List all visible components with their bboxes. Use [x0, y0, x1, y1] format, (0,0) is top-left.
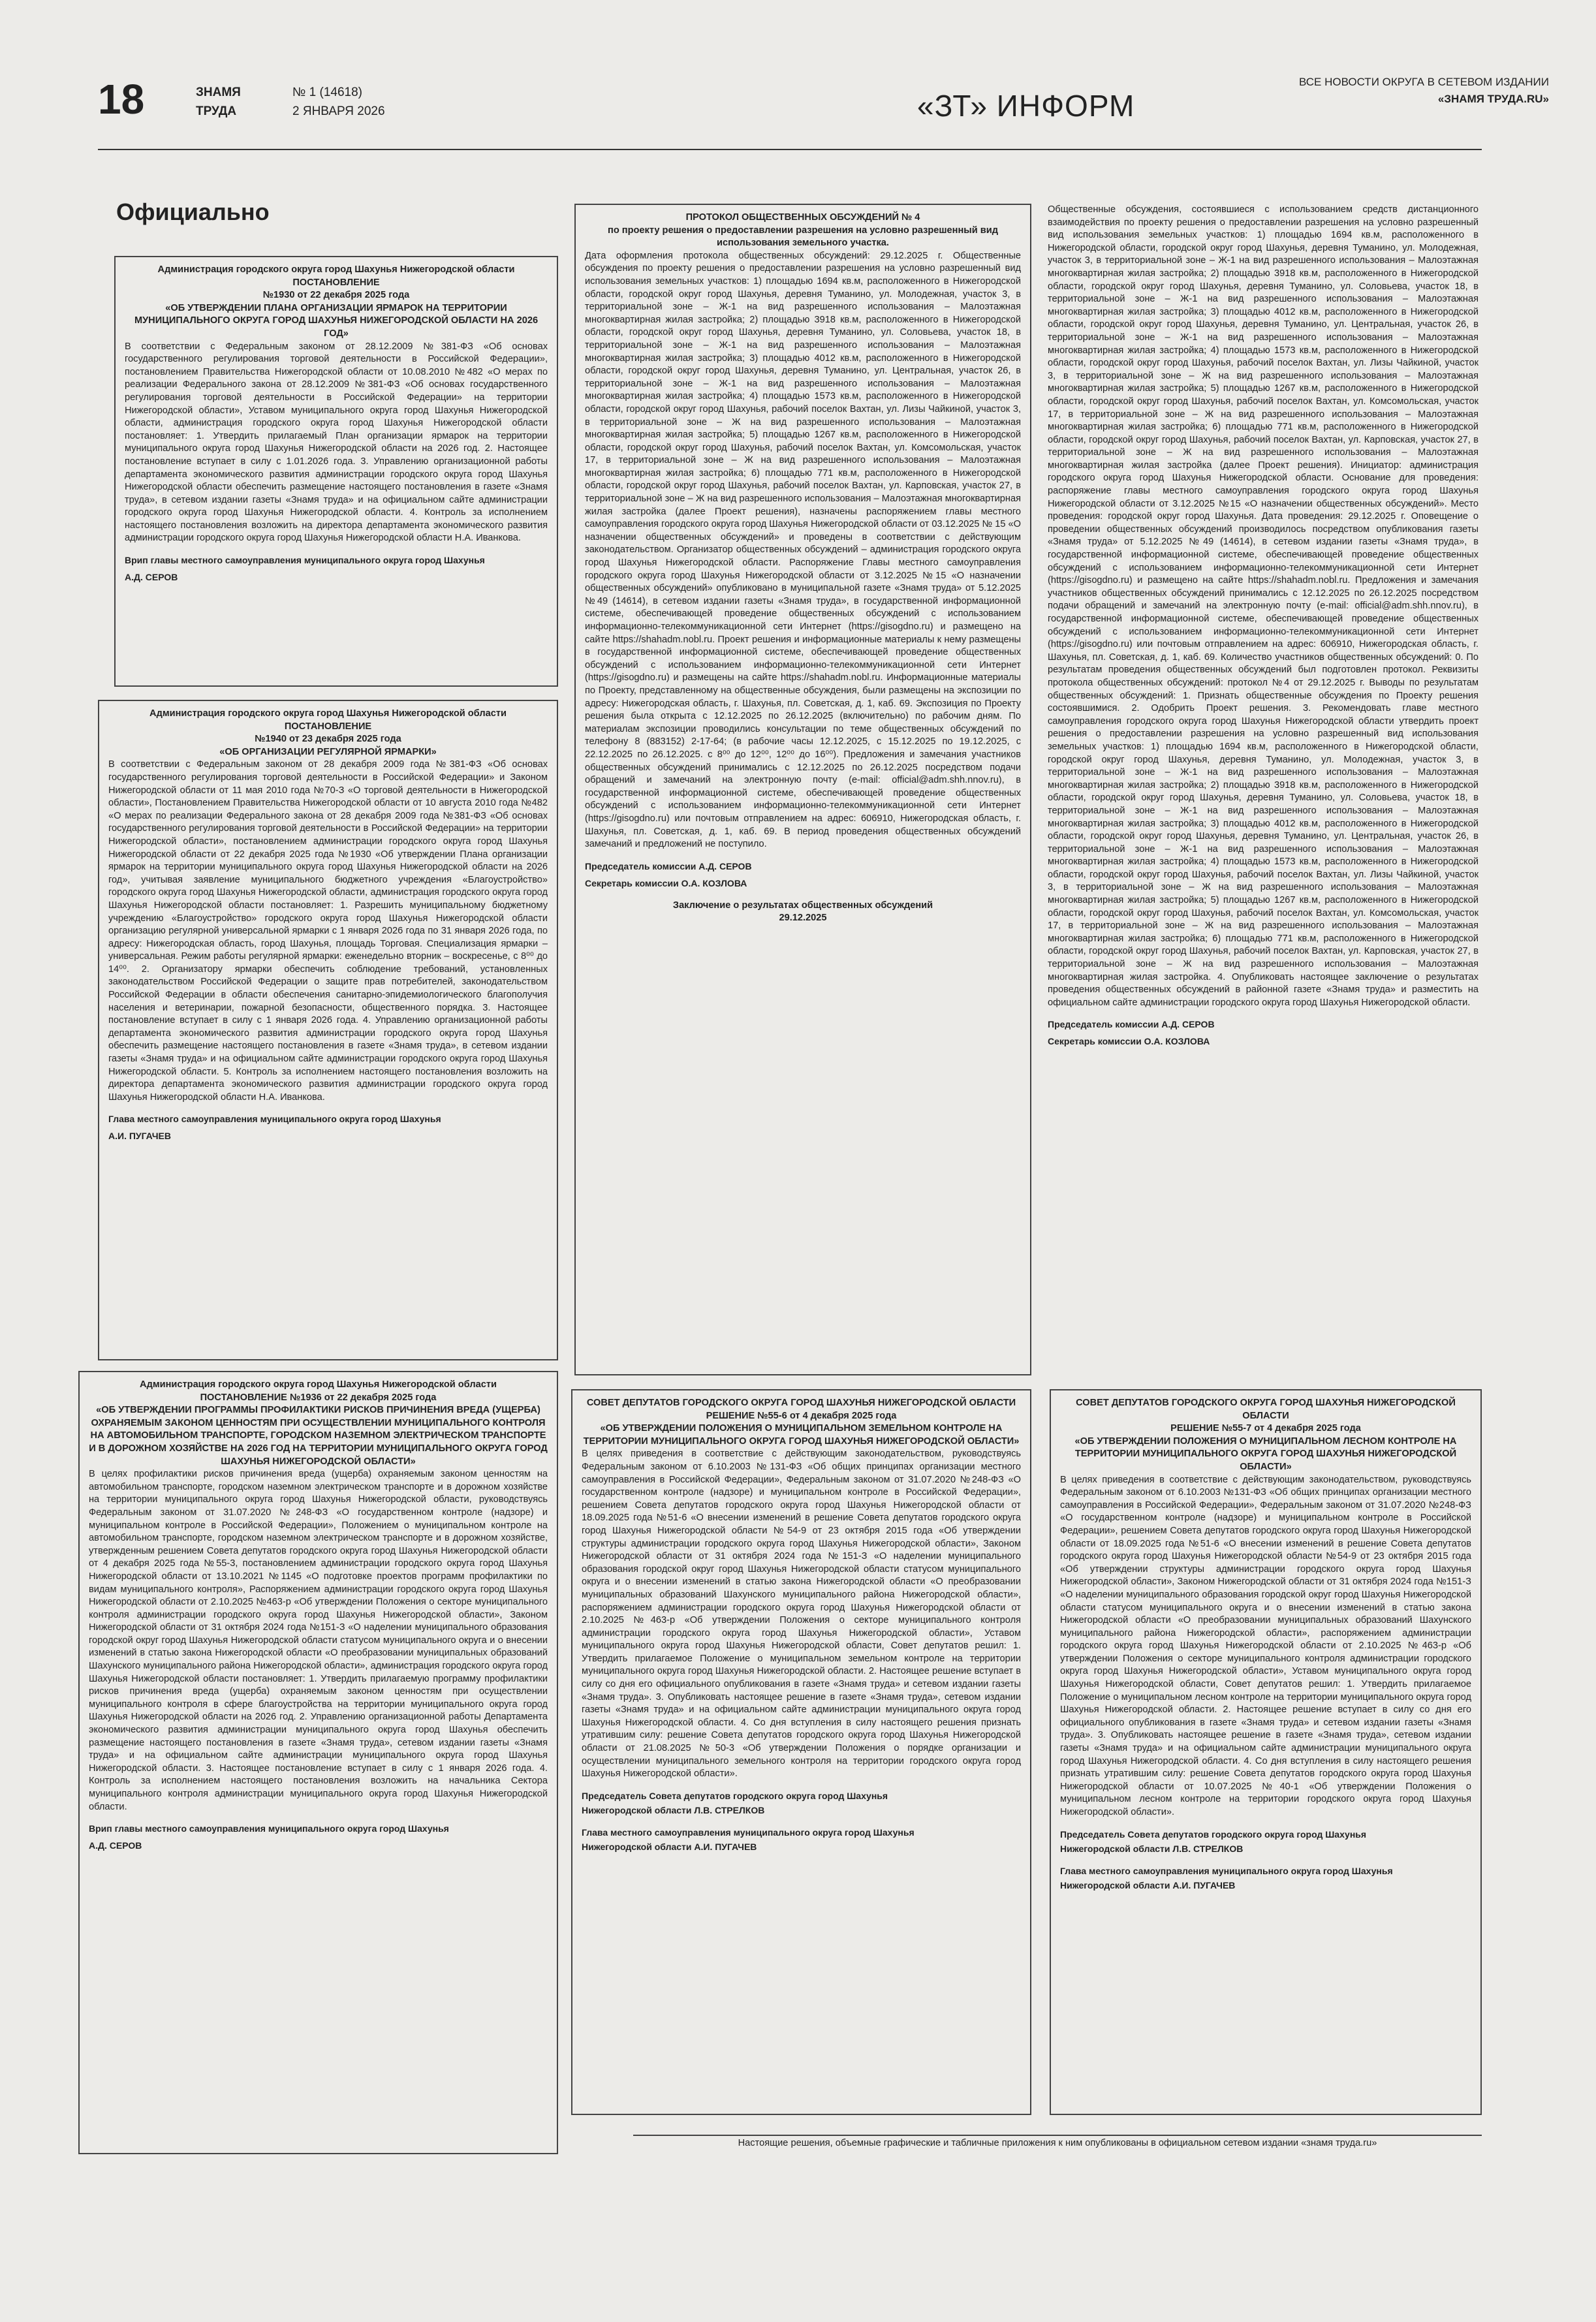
- signature-title: Председатель Совета депутатов городского округа город Шахунья: [582, 1790, 888, 1801]
- body-text: Общественные обсуждения, состоявшиеся с использованием средств дистанционного взаимодействия по проекту решения о предоставлении разрешения на условно разрешенный вид использования земельных участков: 1) площадью 1694 кв.м, расположенного в Нижегородской области, городской округ город Шахунья, деревня Туманино, ул. Молодежная, участок 3, в территориальной зоне – Ж-1 на вид разрешенного использования – Малоэтажная многоквартирная жилая застройка; 2) площадью 3918 кв.м, расположенного в Нижегородской области, городской округ город Шахунья, деревня Туманино, ул. Соловьева, участок 18, в территориальной зоне – Ж-1 на вид разрешенного использования – Малоэтажная многоквартирная жилая застройка; 3) площадью 4012 кв.м, расположенного в Нижегородской области, городской округ город Шахунья, деревня Туманино, ул. Центральная, участок 26, в территориальной зоне – Ж-1 на вид разрешенного использования – Малоэтажная многоквартирная жилая застройка; 4) площадью 1573 кв.м, расположенного в Нижегородской области, городской округ город Шахунья, рабочий поселок Вахтан, ул. Лизы Чайкиной, участок 3, в территориальной зоне – Ж на вид разрешенного использования – Малоэтажная многоквартирная жилая застройка; 5) площадью 1267 кв.м, расположенного в Нижегородской области, городской округ город Шахунья, рабочий поселок Вахтан, ул. Комсомольская, участок 17, в территориальной зоне – Ж на вид разрешенного использования – Малоэтажная многоквартирная жилая застройка; 6) площадью 771 кв.м, расположенного в Нижегородской области, городской округ город Шахунья, рабочий поселок Вахтан, ул. Карповская, участок 27, в территориальной зоне – Ж на вид разрешенного использования – Малоэтажная многоквартирная жилая застройка (далее Проект решения). Инициатор: администрация городского округа город Шахунья Нижегородской области. Основание для проведения: распоряжение главы местного самоуправления городского округа город Шахунья Нижегородской области от 3.12.2025 №15 «О назначении общественных обсуждений». Место проведения: городской округ город Шахунья. Дата проведения: 29.12.2025 г. Оповещение о проведении общественных обсуждений производилось посредством опубликования газеты «Знамя труда» от 5.12.2025 №49 (14614), в сетевом издании газеты «Знамя труда», в государственной информационной системе, обеспечивающей проведение общественных обсуждений с использованием информационно-телекоммуникационной сети Интернет (https://gisogdno.ru) и размещено на сайте https://shahadm.nobl.ru. Предложения и замечания участников общественных обсуждений принимались с 12.12.2025 по 26.12.2025 посредством подачи обращений и замечаний на электронную почту (e-mail: official@adm.shh.nnov.ru), в государственной информационной системе, обеспечивающей проведение общественных обсуждений с использованием информационно-телекоммуникационной сети Интернет (https://gisogdno.ru) или почтовым отправлением на адрес: 606910, Нижегородская область, г. Шахунья, пл. Советская, д. 1, каб. 69. Количество участников общественных обсуждений: 0. По результатам проведения общественных обсуждений был подготовлен протокол. Реквизиты протокола общественных обсуждений: протокол №4 от 29.12.2025 г. Выводы по результатам общественных обсуждений: 1. Признать общественные обсуждения по Проекту решения состоявшимися. 2. Одобрить Проект решения. 3. Рекомендовать главе местного самоуправления городского округа город Шахунья Нижегородской области утвердить проект решения о предоставлении разрешения на условно разрешенный вид использования земельных участков: 1) площадью 1694 кв.м, расположенного в Нижегородской области, городской округ город Шахунья, деревня Туманино, ул. Молодежная, участок 3, в территориальной зоне – Ж-1 на вид разрешенного использования – Малоэтажная многоквартирная жилая застройка; 2) площадью 3918 кв.м, расположенного в Нижегородской области, городской округ город Шахунья, деревня Туманино, ул. Соловьева, участок 18, в территориальной зоне – Ж-1 на вид разрешенного использования – Малоэтажная многоквартирная жилая застройка; 3) площадью 4012 кв.м, расположенного в Нижегородской области, городской округ город Шахунья, деревня Туманино, ул. Центральная, участок 26, в территориальной зоне – Ж-1 на вид разрешенного использования – Малоэтажная многоквартирная жилая застройка; 4) площадью 1573 кв.м, расположенного в Нижегородской области, городской округ город Шахунья, рабочий поселок Вахтан, ул. Лизы Чайкиной, участок 3, в территориальной зоне – Ж на вид разрешенного использования – Малоэтажная многоквартирная жилая застройка; 5) площадью 1267 кв.м, расположенного в Нижегородской области, городской округ город Шахунья, рабочий поселок Вахтан, ул. Комсомольская, участок 17, в территориальной зоне – Ж на вид разрешенного использования – Малоэтажная многоквартирная жилая застройка; 6) площадью 771 кв.м, расположенного в Нижегородской области, городской округ город Шахунья, рабочий поселок Вахтан, ул. Карповская, участок 27, в территориальной зоне – Ж на вид разрешенного использования – Малоэтажная многоквартирная жилая застройка. 4. Опубликовать настоящее заключение о результатах проведения общественных обсуждений в районной газете «Знамя труда» и разместить на официальном сайте администрации городского округа город Шахунья Нижегородской области.: [1048, 204, 1479, 1008]
- signature-title: Председатель Совета депутатов городского округа город Шахунья: [1060, 1828, 1367, 1840]
- secretary-signature: Секретарь комиссии О.А. КОЗЛОВА: [1048, 1036, 1210, 1047]
- page-header: [98, 75, 1549, 137]
- body-text: В соответствии с Федеральным законом от 28.12.2009 №381-ФЗ «Об основах государственного регулирования торговой деятельности в Российской Федерации», постановлением Правительства Нижегородской области от 10.08.2010 №482 «О мерах по реализации Федерального закона от 28.12.2009 №381-ФЗ «Об основах государственного регулирования торговой деятельности в Российской Федерации» на территории Нижегородской области», Уставом муниципального округа город Шахунья Нижегородской области, администрация городского округа город Шахунья Нижегородской области постановляет: 1. Утвердить прилагаемый План организации ярмарок на территории муниципального округа город Шахунья Нижегородской области на 2026 год. 2. Настоящее постановление вступает в силу с 1.01.2026 года. 3. Управлению организационной работы департамента экономического развития администрации городского округа город Шахунья Нижегородской области обеспечить размещение настоящего постановления в газете «Знамя труда», в сетевом издании газеты «Знамя труда» и на официальном сайте администрации городского округа город Шахунья Нижегородской области. 4. Контроль за исполнением настоящего постановления возложить на директора департамента экономического развития администрации городского округа город Шахунья Нижегородской области Н.А. Иванкова.: [125, 341, 548, 544]
- chair-signature: Председатель комиссии А.Д. СЕРОВ: [1048, 1019, 1215, 1030]
- body-text: В соответствии с Федеральным законом от 28 декабря 2009 года №381-ФЗ «Об основах государственного регулирования торговой деятельности в Российской Федерации» и Законом Нижегородской области от 11 мая 2010 года №70-З «О торговой деятельности в Нижегородской области», Постановлением Правительства Нижегородской области от 10 августа 2010 года №482 «О мерах по реализации Федерального закона от 28 декабря 2009 года №381-ФЗ «Об основах государственного регулирования торговой деятельности в Российской Федерации» на территории Нижегородской области», постановлением администрации городского округа город Шахунья Нижегородской области от 22 декабря 2025 года №1930 «Об утверждении Плана организации ярмарок на территории муниципального округа город Шахунья Нижегородской области на 2026 год», учитывая заявление муниципального бюджетного учреждения «Благоустройство» городского округа город Шахунья Нижегородской области, администрация городского округа город Шахунья Нижегородской области постановляет: 1. Разрешить муниципальному бюджетному учреждению «Благоустройство» городского округа город Шахунья Нижегородской области организацию регулярной универсальной ярмарки с 1 января 2026 года по 31 января 2026 года, по адресу: Нижегородская область, город Шахунья, площадь Торговая. Специализация ярмарки – универсальная. Режим работы регулярной ярмарки: еженедельно вторник – воскресенье, с 8⁰⁰ до 14⁰⁰. 2. Организатору ярмарки обеспечить соблюдение требований, установленных законодательством Российской Федерации о защите прав потребителей, законодательством Российской Федерации в области обеспечения санитарно-эпидемиологического благополучия населения и ветеринарии, пожарной безопасности, общественного порядка. 3. Настоящее постановление вступает в силу с 1 января 2026 года. 4. Управлению организационной работы департамента экономического развития администрации городского округа город Шахунья обеспечить размещение настоящего постановления в газете «Знамя труда», в сетевом издании газеты «Знамя труда» и на официальном сайте администрации городского округа город Шахунья Нижегородской области. 5. Контроль за исполнением настоящего постановления возложить на директора департамента экономического развития администрации городского округа город Шахунья Нижегородской области Н.А. Иванкова.: [108, 759, 548, 1103]
- resolution-1930: Администрация городского округа город Шахунья Нижегородской области ПОСТАНОВЛЕНИЕ №1930 от 22 декабря 2025 года «ОБ УТВЕРЖДЕНИИ ПЛАНА ОРГАНИЗАЦИИ ЯРМАРОК НА ТЕРРИТОРИИ МУНИЦИПАЛЬНОГО ОКРУГА ГОРОД ШАХУНЬЯ НИЖЕГОРОДСКОЙ ОБЛАСТИ НА 2026 ГОД» В соответствии с Федеральным законом от 28.12.2009 №381-ФЗ «Об основах государственного регулирования торговой деятельности в Российской Федерации», постановлением Правительства Нижегородской области от 10.08.2010 №482 «О мерах по реализации Федерального закона от 28.12.2009 №381-ФЗ «Об основах государственного регулирования торговой деятельности в Российской Федерации» на территории Нижегородской области», Уставом муниципального округа город Шахунья Нижегородской области, администрация городского округа город Шахунья Нижегородской области постановляет: 1. Утвердить прилагаемый План организации ярмарок на территории муниципального округа город Шахунья Нижегородской области на 2026 год. 2. Настоящее постановление вступает в силу с 1.01.2026 года. 3. Управлению организационной работы департамента экономического развития администрации городского округа город Шахунья Нижегородской области обеспечить размещение настоящего постановления в газете «Знамя труда», в сетевом издании газеты «Знамя труда» и на официальном сайте администрации городского округа город Шахунья Нижегородской области. 4. Контроль за исполнением настоящего постановления возложить на директора департамента экономического развития администрации городского округа город Шахунья Нижегородской области Н.А. Иванкова. Врип главы местного самоуправления муниципального округа город Шахунья А.Д. СЕРОВ: [114, 256, 558, 687]
- signature-title: Врип главы местного самоуправления муниципального округа город Шахунья: [89, 1823, 449, 1834]
- header-rule: [98, 149, 1482, 150]
- decision-55-6: СОВЕТ ДЕПУТАТОВ ГОРОДСКОГО ОКРУГА ГОРОД ШАХУНЬЯ НИЖЕГОРОДСКОЙ ОБЛАСТИ РЕШЕНИЕ №55-6 от 4 декабря 2025 года «ОБ УТВЕРЖДЕНИИ ПОЛОЖЕНИЯ О МУНИЦИПАЛЬНОМ ЗЕМЕЛЬНОМ КОНТРОЛЕ НА ТЕРРИТОРИИ МУНИЦИПАЛЬНОГО ОКРУГА ГОРОД ШАХУНЬЯ НИЖЕГОРОДСКОЙ ОБЛАСТИ» В целях приведения в соответствие с действующим законодательством, руководствуясь Федеральным законом от 6.10.2003 №131-ФЗ «Об общих принципах организации местного самоуправления в Российской Федерации», Федеральным законом от 31.07.2020 №248-ФЗ «О государственном контроле (надзоре) и муниципальном контроле в Российской Федерации», решением Совета депутатов городского округа город Шахунья Нижегородской области от 18.09.2025 года №51-6 «О внесении изменений в решение Совета депутатов городского округа город Шахунья Нижегородской области №54-9 от 23 октября 2015 года «Об утверждении структуры администрации городского округа город Шахунья Нижегородской области», Законом Нижегородской области от 31 октября 2024 года №151-З «О наделении муниципального образования городской округ город Шахунья Нижегородской области статусом муниципального округа и о внесении изменений в статью закона Нижегородской области «О преобразовании муниципальных образований Шахунского муниципального района Нижегородской области», распоряжением администрации городского округа город Шахунья Нижегородской области от 2.10.2025 №463-р «Об утверждении Положения о секторе муниципального контроля администрации городского округа город Шахунья Нижегородской области», Уставом муниципального округа город Шахунья Нижегородской области, Совет депутатов решил: 1. Утвердить прилагаемое Положение о муниципальном земельном контроле на территории муниципального округа город Шахунья Нижегородской области. 2. Настоящее решение вступает в силу со дня его официального опубликования в газете «Знамя труда» и сетевом издании газеты «Знамя труда». 3. Опубликовать настоящее решение в газете «Знамя труда», сетевом издании газеты «Знамя труда» и на официальном сайте администрации муниципального округа город Шахунья Нижегородской области. 4. Со дня вступления в силу настоящего решения признать утратившим силу: решение Совета депутатов городского округа город Шахунья Нижегородской области от 21.08.2025 №50-3 «Об утверждении Положения о порядке организации и осуществлении муниципального земельного контроля на территории городского округа город Шахунья Нижегородской области». Председатель Совета депутатов городского округа город Шахунья Нижегородской области Л.В. СТРЕЛКОВ Глава местного самоуправления муниципального округа город Шахунья Нижегородской области А.И. ПУГАЧЕВ: [571, 1389, 1031, 2115]
- signature-title: Глава местного самоуправления муниципального округа город Шахунья: [1060, 1865, 1393, 1876]
- issue-info: № 1 (14618) 2 ЯНВАРЯ 2026: [292, 86, 385, 118]
- paper-name: ЗНАМЯ ТРУДА: [196, 86, 241, 118]
- protocol-public-hearings: ПРОТОКОЛ ОБЩЕСТВЕННЫХ ОБСУЖДЕНИЙ № 4 по проекту решения о предоставлении разрешения на условно разрешенный вид использования земельного участка. Дата оформления протокола общественных обсуждений: 29.12.2025 г. Общественные обсуждения по проекту решения о предоставлении разрешения на условно разрешенный вид использования земельных участков: 1) площадью 1694 кв.м, расположенного в Нижегородской области, городской округ город Шахунья, деревня Туманино, ул. Молодежная, участок 3, в территориальной зоне – Ж-1 на вид разрешенного использования – Малоэтажная многоквартирная жилая застройка; 2) площадью 3918 кв.м, расположенного в Нижегородской области, городской округ город Шахунья, деревня Туманино, ул. Соловьева, участок 18, в территориальной зоне – Ж-1 на вид разрешенного использования – Малоэтажная многоквартирная жилая застройка; 3) площадью 4012 кв.м, расположенного в Нижегородской области, городской округ город Шахунья, деревня Туманино, ул. Центральная, участок 26, в территориальной зоне – Ж-1 на вид разрешенного использования – Малоэтажная многоквартирная жилая застройка; 4) площадью 1573 кв.м, расположенного в Нижегородской области, городской округ город Шахунья, рабочий поселок Вахтан, ул. Лизы Чайкиной, участок 3, в территориальной зоне – Ж на вид разрешенного использования – Малоэтажная многоквартирная жилая застройка; 5) площадью 1267 кв.м, расположенного в Нижегородской области, городской округ город Шахунья, рабочий поселок Вахтан, ул. Комсомольская, участок 17, в территориальной зоне – Ж на вид разрешенного использования – Малоэтажная многоквартирная жилая застройка; 6) площадью 771 кв.м, расположенного в Нижегородской области, городской округ город Шахунья, рабочий поселок Вахтан, ул. Карповская, участок 27, в территориальной зоне – Ж на вид разрешенного использования – Малоэтажная многоквартирная жилая застройка (далее Проект решения), назначены распоряжением главы местного самоуправления городского округа город Шахунья Нижегородской области от 03.12.2025 № 15 «О назначении общественных обсуждений» и проведены в соответствии с действующим законодательством. Организатор общественных обсуждений – администрация городского округа город Шахунья Нижегородской области. Распоряжение Главы местного самоуправления городского округа город Шахунья Нижегородской области от 3.12.2025 №15 «О назначении общественных обсуждений» опубликовано в муниципальной газете «Знамя труда» от 5.12.2025 №49 (14614), в сетевом издании газеты «Знамя труда», в государственной информационной системе, обеспечивающей проведение общественных обсуждений с использованием информационно-телекоммуникационной сети Интернет (https://gisogdno.ru) и размещено на сайте https://shahadm.nobl.ru. Проект решения и информационные материалы к нему размещены в государственной информационной системе, обеспечивающей проведение общественных обсуждений с использованием информационно-телекоммуникационной сети Интернет (https://gisogdno.ru) и размещены на сайте https://shahadm.nobl.ru. Информационные материалы по Проекту, представленному на общественные обсуждения, были размещены на экспозиции по адресу: Нижегородская область, г. Шахунья, пл. Советская, д. 1, каб. 69. Экспозиция по Проекту решения была открыта с 12.12.2025 по 26.12.2025 (включительно) по рабочим дням. По материалам экспозиции проводились консультации по теме общественных обсуждений по телефону 8 (883152) 2-17-64; (в рабочие часы 12.12.2025, с 15.12.2025 по 19.12.2025, с 22.12.2025 по 26.12.2025. с 8⁰⁰ до 12⁰⁰, 12⁰⁰ до 16⁰⁰). Предложения и замечания участников общественных обсуждений принимались с 12.12.2025 по 26.12.2025 посредством подачи обращений и замечаний на электронную почту (e-mail: official@adm.shh.nnov.ru), в государственной информационной системе, обеспечивающей проведение общественных обсуждений с использованием информационно-телекоммуникационной сети Интернет (https://gisogdno.ru) или почтовым отправлением на адрес: 606910, Нижегородская область, г. Шахунья, пл. Советская, д. 1, каб. 69. В период проведения общественных обсуждений замечаний и предложений не поступило. Председатель комиссии А.Д. СЕРОВ Секретарь комиссии О.А. КОЗЛОВА Заключение о результатах общественных обсуждений 29.12.2025: [574, 204, 1031, 1375]
- page-number: 18: [98, 76, 145, 123]
- signature-title: Врип главы местного самоуправления муниципального округа город Шахунья: [125, 555, 485, 566]
- body-text: В целях приведения в соответствие с действующим законодательством, руководствуясь Федеральным законом от 6.10.2003 №131-ФЗ «Об общих принципах организации местного самоуправления в Российской Федерации», Федеральным законом от 31.07.2020 №248-ФЗ «О государственном контроле (надзоре) и муниципальном контроле в Российской Федерации», решением Совета депутатов городского округа город Шахунья Нижегородской области от 18.09.2025 года №51-6 «О внесении изменений в решение Совета депутатов городского округа город Шахунья Нижегородской области №54-9 от 23 октября 2015 года «Об утверждении структуры администрации городского округа город Шахунья Нижегородской области», Законом Нижегородской области от 31 октября 2024 года №151-З «О наделении муниципального образования городской округ город Шахунья Нижегородской области статусом муниципального округа и о внесении изменений в статью закона Нижегородской области «О преобразовании муниципальных образований Шахунского муниципального района Нижегородской области», распоряжением администрации городского округа город Шахунья Нижегородской области от 2.10.2025 №463-р «Об утверждении Положения о секторе муниципального контроля администрации городского округа город Шахунья Нижегородской области», Уставом муниципального округа город Шахунья Нижегородской области, Совет депутатов решил: 1. Утвердить прилагаемое Положение о муниципальном лесном контроле на территории муниципального округа город Шахунья Нижегородской области. 2. Настоящее решение вступает в силу со дня его официального опубликования в газете «Знамя труда» и сетевом издании газеты «Знамя труда». 3. Опубликовать настоящее решение в газете «Знамя труда», сетевом издании газеты «Знамя труда» и на официальном сайте администрации муниципального округа город Шахунья Нижегородской области. 4. Со дня вступления в силу настоящего решения признать утратившим силу: решение Совета депутатов городского округа город Шахунья Нижегородской области от 10.07.2025 №40-1 «Об утверждении Положения о муниципальном лесном контроле на территории городского округа город Шахунья Нижегородской области».: [1060, 1474, 1471, 1817]
- body-text: В целях профилактики рисков причинения вреда (ущерба) охраняемым законом ценностям на автомобильном транспорте, городском наземном электрическом транспорте и в дорожном хозяйстве на территории муниципального округа город Шахунья Нижегородской области, руководствуясь Федеральным законом от 31.07.2020 №248-ФЗ «О государственном контроле (надзоре) и муниципальном контроле в Российской Федерации», Положением о муниципальном контроле на автомобильном транспорте, городском наземном электрическом транспорте и в дорожном хозяйстве, утвержденным решением Совета депутатов городского округа город Шахунья Нижегородской области от 4 декабря 2025 года №55-3, постановлением администрации городского округа город Шахунья Нижегородской области от 13.10.2021 №1145 «О подготовке проектов программ профилактики по видам муниципального контроля», Распоряжением администрации городского округа город Шахунья Нижегородской области от 2.10.2025 №463-р «Об утверждении Положения о секторе муниципального контроля администрации городского округа город Шахунья Нижегородской области», Законом Нижегородской области от 31 октября 2024 года №151-З «О наделении муниципального образования городской округ город Шахунья Нижегородской области статусом муниципального округа и о внесении изменений в статью закона Нижегородской области «О преобразовании муниципальных образований Шахунского муниципального района Нижегородской области», администрация городского округа город Шахунья Нижегородской области постановляет: 1. Утвердить прилагаемую программу профилактики рисков причинения вреда (ущерба) охраняемым законом ценностям при осуществлении муниципального контроля в сфере благоустройства на территории муниципального округа город Шахунья Нижегородской области на 2026 год. 2. Управлению организационной работы Департамента экономического развития администрации муниципального округа город Шахунья обеспечить размещение настоящего постановления в газете «Знамя труда», сетевом издании газеты «Знамя труда» и на официальном сайте администрации муниципального округа город Шахунья Нижегородской области. 3. Настоящее постановление вступает в силу с 1 января 2026 года. 4. Контроль за исполнением настоящего постановления возложить на начальника Сектора муниципального контроля администрации муниципального округа город Шахунья Нижегородской области.: [89, 1469, 548, 1812]
- signature-title: Глава местного самоуправления муниципального округа город Шахунья: [582, 1827, 915, 1838]
- signature-name: Нижегородской области А.И. ПУГАЧЕВ: [582, 1841, 757, 1852]
- resolution-1940: Администрация городского округа город Шахунья Нижегородской области ПОСТАНОВЛЕНИЕ №1940 от 23 декабря 2025 года «ОБ ОРГАНИЗАЦИИ РЕГУЛЯРНОЙ ЯРМАРКИ» В соответствии с Федеральным законом от 28 декабря 2009 года №381-ФЗ «Об основах государственного регулирования торговой деятельности в Российской Федерации» и Законом Нижегородской области от 11 мая 2010 года №70-З «О торговой деятельности в Нижегородской области», Постановлением Правительства Нижегородской области от 10 августа 2010 года №482 «О мерах по реализации Федерального закона от 28 декабря 2009 года №381-ФЗ «Об основах государственного регулирования торговой деятельности в Российской Федерации» на территории Нижегородской области», постановлением администрации городского округа город Шахунья Нижегородской области от 22 декабря 2025 года №1930 «Об утверждении Плана организации ярмарок на территории муниципального округа город Шахунья Нижегородской области на 2026 год», учитывая заявление муниципального бюджетного учреждения «Благоустройство» городского округа город Шахунья Нижегородской области, администрация городского округа город Шахунья Нижегородской области постановляет: 1. Разрешить муниципальному бюджетному учреждению «Благоустройство» городского округа город Шахунья Нижегородской области организацию регулярной универсальной ярмарки с 1 января 2026 года по 31 января 2026 года, по адресу: Нижегородская область, город Шахунья, площадь Торговая. Специализация ярмарки – универсальная. Режим работы регулярной ярмарки: еженедельно вторник – воскресенье, с 8⁰⁰ до 14⁰⁰. 2. Организатору ярмарки обеспечить соблюдение требований, установленных законодательством Российской Федерации о защите прав потребителей, законодательством Российской Федерации в области обеспечения санитарно-эпидемиологического благополучия населения и ветеринарии, пожарной безопасности, общественного порядка. 3. Настоящее постановление вступает в силу с 1 января 2026 года. 4. Управлению организационной работы департамента экономического развития администрации городского округа город Шахунья обеспечить размещение настоящего постановления в газете «Знамя труда», в сетевом издании газеты «Знамя труда» и на официальном сайте администрации городского округа город Шахунья Нижегородской области. 5. Контроль за исполнением настоящего постановления возложить на директора департамента экономического развития администрации городского округа город Шахунья Нижегородской области Н.А. Иванкова. Глава местного самоуправления муниципального округа город Шахунья А.И. ПУГАЧЕВ: [98, 700, 558, 1360]
- rubric-brand: «ЗТ» ИНФОРМ: [917, 89, 1135, 123]
- secretary-signature: Секретарь комиссии О.А. КОЗЛОВА: [585, 877, 747, 888]
- decision-55-7: СОВЕТ ДЕПУТАТОВ ГОРОДСКОГО ОКРУГА ГОРОД ШАХУНЬЯ НИЖЕГОРОДСКОЙ ОБЛАСТИ РЕШЕНИЕ №55-7 от 4 декабря 2025 года «ОБ УТВЕРЖДЕНИИ ПОЛОЖЕНИЯ О МУНИЦИПАЛЬНОМ ЛЕСНОМ КОНТРОЛЕ НА ТЕРРИТОРИИ МУНИЦИПАЛЬНОГО ОКРУГА ГОРОД ШАХУНЬЯ НИЖЕГОРОДСКОЙ ОБЛАСТИ» В целях приведения в соответствие с действующим законодательством, руководствуясь Федеральным законом от 6.10.2003 №131-ФЗ «Об общих принципах организации местного самоуправления в Российской Федерации», Федеральным законом от 31.07.2020 №248-ФЗ «О государственном контроле (надзоре) и муниципальном контроле в Российской Федерации», решением Совета депутатов городского округа город Шахунья Нижегородской области от 18.09.2025 года №51-6 «О внесении изменений в решение Совета депутатов городского округа город Шахунья Нижегородской области №54-9 от 23 октября 2015 года «Об утверждении структуры администрации городского округа город Шахунья Нижегородской области», Законом Нижегородской области от 31 октября 2024 года №151-З «О наделении муниципального образования городской округ город Шахунья Нижегородской области статусом муниципального округа и о внесении изменений в статью закона Нижегородской области «О преобразовании муниципальных образований Шахунского муниципального района Нижегородской области», распоряжением администрации городского округа город Шахунья Нижегородской области от 2.10.2025 №463-р «Об утверждении Положения о секторе муниципального контроля администрации городского округа город Шахунья Нижегородской области», Уставом муниципального округа город Шахунья Нижегородской области, Совет депутатов решил: 1. Утвердить прилагаемое Положение о муниципальном лесном контроле на территории муниципального округа город Шахунья Нижегородской области. 2. Настоящее решение вступает в силу со дня его официального опубликования в газете «Знамя труда» и сетевом издании газеты «Знамя труда». 3. Опубликовать настоящее решение в газете «Знамя труда», сетевом издании газеты «Знамя труда» и на официальном сайте администрации муниципального округа город Шахунья Нижегородской области. 4. Со дня вступления в силу настоящего решения признать утратившим силу: решение Совета депутатов городского округа город Шахунья Нижегородской области от 10.07.2025 №40-1 «Об утверждении Положения о муниципальном лесном контроле на территории городского округа город Шахунья Нижегородской области». Председатель Совета депутатов городского округа город Шахунья Нижегородской области Л.В. СТРЕЛКОВ Глава местного самоуправления муниципального округа город Шахунья Нижегородской области А.И. ПУГАЧЕВ: [1050, 1389, 1482, 2115]
- signature-title: Глава местного самоуправления муниципального округа город Шахунья: [108, 1114, 441, 1125]
- signature-name: Нижегородской области Л.В. СТРЕЛКОВ: [582, 1804, 765, 1815]
- signature-name: А.Д. СЕРОВ: [89, 1840, 142, 1851]
- signature-name: А.Д. СЕРОВ: [125, 572, 178, 583]
- conclusion-public-hearings: [1048, 204, 1479, 1375]
- online-edition-note: ВСЕ НОВОСТИ ОКРУГА В СЕТЕВОМ ИЗДАНИИ «ЗНАМЯ ТРУДА.RU»: [1298, 76, 1549, 105]
- signature-name: Нижегородской области А.И. ПУГАЧЕВ: [1060, 1879, 1236, 1891]
- section-title: Официально: [116, 198, 270, 225]
- body-text: Дата оформления протокола общественных обсуждений: 29.12.2025 г. Общественные обсуждения по проекту решения о предоставлении разрешения на условно разрешенный вид использования земельных участков: 1) площадью 1694 кв.м, расположенного в Нижегородской области, городской округ город Шахунья, деревня Туманино, ул. Молодежная, участок 3, в территориальной зоне – Ж-1 на вид разрешенного использования – Малоэтажная многоквартирная жилая застройка; 2) площадью 3918 кв.м, расположенного в Нижегородской области, городской округ город Шахунья, деревня Туманино, ул. Соловьева, участок 18, в территориальной зоне – Ж-1 на вид разрешенного использования – Малоэтажная многоквартирная жилая застройка; 3) площадью 4012 кв.м, расположенного в Нижегородской области, городской округ город Шахунья, деревня Туманино, ул. Центральная, участок 26, в территориальной зоне – Ж-1 на вид разрешенного использования – Малоэтажная многоквартирная жилая застройка; 4) площадью 1573 кв.м, расположенного в Нижегородской области, городской округ город Шахунья, рабочий поселок Вахтан, ул. Лизы Чайкиной, участок 3, в территориальной зоне – Ж на вид разрешенного использования – Малоэтажная многоквартирная жилая застройка; 5) площадью 1267 кв.м, расположенного в Нижегородской области, городской округ город Шахунья, рабочий поселок Вахтан, ул. Комсомольская, участок 17, в территориальной зоне – Ж на вид разрешенного использования – Малоэтажная многоквартирная жилая застройка; 6) площадью 771 кв.м, расположенного в Нижегородской области, городской округ город Шахунья, рабочий поселок Вахтан, ул. Карповская, участок 27, в территориальной зоне – Ж на вид разрешенного использования – Малоэтажная многоквартирная жилая застройка (далее Проект решения), назначены распоряжением главы местного самоуправления городского округа город Шахунья Нижегородской области от 03.12.2025 № 15 «О назначении общественных обсуждений» и проведены в соответствии с действующим законодательством. Организатор общественных обсуждений – администрация городского округа город Шахунья Нижегородской области. Распоряжение Главы местного самоуправления городского округа город Шахунья Нижегородской области от 3.12.2025 №15 «О назначении общественных обсуждений» опубликовано в муниципальной газете «Знамя труда» от 5.12.2025 №49 (14614), в сетевом издании газеты «Знамя труда», в государственной информационной системе, обеспечивающей проведение общественных обсуждений с использованием информационно-телекоммуникационной сети Интернет (https://gisogdno.ru) и размещено на сайте https://shahadm.nobl.ru. Проект решения и информационные материалы к нему размещены в государственной информационной системе, обеспечивающей проведение общественных обсуждений с использованием информационно-телекоммуникационной сети Интернет (https://gisogdno.ru) и размещены на сайте https://shahadm.nobl.ru. Информационные материалы по Проекту, представленному на общественные обсуждения, были размещены на экспозиции по адресу: Нижегородская область, г. Шахунья, пл. Советская, д. 1, каб. 69. Экспозиция по Проекту решения была открыта с 12.12.2025 по 26.12.2025 (включительно) по рабочим дням. По материалам экспозиции проводились консультации по теме общественных обсуждений по телефону 8 (883152) 2-17-64; (в рабочие часы 12.12.2025, с 15.12.2025 по 19.12.2025, с 22.12.2025 по 26.12.2025. с 8⁰⁰ до 12⁰⁰, 12⁰⁰ до 16⁰⁰). Предложения и замечания участников общественных обсуждений принимались с 12.12.2025 по 26.12.2025 посредством подачи обращений и замечаний на электронную почту (e-mail: official@adm.shh.nnov.ru), в государственной информационной системе, обеспечивающей проведение общественных обсуждений с использованием информационно-телекоммуникационной сети Интернет (https://gisogdno.ru) или почтовым отправлением на адрес: 606910, Нижегородская область, г. Шахунья, пл. Советская, д. 1, каб. 69. В период проведения общественных обсуждений замечаний и предложений не поступило.: [585, 250, 1021, 850]
- page-footer-note: Настоящие решения, объемные графические и табличные приложения к ним опубликованы в официальном сетевом издании «знамя труда.ru»: [633, 2135, 1482, 2148]
- chair-signature: Председатель комиссии А.Д. СЕРОВ: [585, 860, 752, 871]
- body-text: В целях приведения в соответствие с действующим законодательством, руководствуясь Федеральным законом от 6.10.2003 №131-ФЗ «Об общих принципах организации местного самоуправления в Российской Федерации», Федеральным законом от 31.07.2020 №248-ФЗ «О государственном контроле (надзоре) и муниципальном контроле в Российской Федерации», решением Совета депутатов городского округа город Шахунья Нижегородской области от 18.09.2025 года №51-6 «О внесении изменений в решение Совета депутатов городского округа город Шахунья Нижегородской области №54-9 от 23 октября 2015 года «Об утверждении структуры администрации городского округа город Шахунья Нижегородской области», Законом Нижегородской области от 31 октября 2024 года №151-З «О наделении муниципального образования городской округ город Шахунья Нижегородской области статусом муниципального округа и о внесении изменений в статью закона Нижегородской области «О преобразовании муниципальных образований Шахунского муниципального района Нижегородской области», распоряжением администрации городского округа город Шахунья Нижегородской области от 2.10.2025 №463-р «Об утверждении Положения о секторе муниципального контроля администрации городского округа город Шахунья Нижегородской области», Уставом муниципального округа город Шахунья Нижегородской области, Совет депутатов решил: 1. Утвердить прилагаемое Положение о муниципальном земельном контроле на территории муниципального округа город Шахунья Нижегородской области. 2. Настоящее решение вступает в силу со дня его официального опубликования в газете «Знамя труда» и сетевом издании газеты «Знамя труда». 3. Опубликовать настоящее решение в газете «Знамя труда», сетевом издании газеты «Знамя труда» и на официальном сайте администрации муниципального округа город Шахунья Нижегородской области. 4. Со дня вступления в силу настоящего решения признать утратившим силу: решение Совета депутатов городского округа город Шахунья Нижегородской области от 21.08.2025 №50-3 «Об утверждении Положения о порядке организации и осуществлении муниципального земельного контроля на территории городского округа город Шахунья Нижегородской области».: [582, 1449, 1021, 1780]
- resolution-1936: Администрация городского округа город Шахунья Нижегородской области ПОСТАНОВЛЕНИЕ №1936 от 22 декабря 2025 года «ОБ УТВЕРЖДЕНИИ ПРОГРАММЫ ПРОФИЛАКТИКИ РИСКОВ ПРИЧИНЕНИЯ ВРЕДА (УЩЕРБА) ОХРАНЯЕМЫМ ЗАКОНОМ ЦЕННОСТЯМ ПРИ ОСУЩЕСТВЛЕНИИ МУНИЦИПАЛЬНОГО КОНТРОЛЯ НА АВТОМОБИЛЬНОМ ТРАНСПОРТЕ, ГОРОДСКОМ НАЗЕМНОМ ЭЛЕКТРИЧЕСКОМ ТРАНСПОРТЕ И В ДОРОЖНОМ ХОЗЯЙСТВЕ НА 2026 ГОД НА ТЕРРИТОРИИ МУНИЦИПАЛЬНОГО ОКРУГА ГОРОД ШАХУНЬЯ НИЖЕГОРОДСКОЙ ОБЛАСТИ» В целях профилактики рисков причинения вреда (ущерба) охраняемым законом ценностям на автомобильном транспорте, городском наземном электрическом транспорте и в дорожном хозяйстве на территории муниципального округа город Шахунья Нижегородской области, руководствуясь Федеральным законом от 31.07.2020 №248-ФЗ «О государственном контроле (надзоре) и муниципальном контроле в Российской Федерации», Положением о муниципальном контроле на автомобильном транспорте, городском наземном электрическом транспорте и в дорожном хозяйстве, утвержденным решением Совета депутатов городского округа город Шахунья Нижегородской области от 4 декабря 2025 года №55-3, постановлением администрации городского округа город Шахунья Нижегородской области от 13.10.2021 №1145 «О подготовке проектов программ профилактики по видам муниципального контроля», Распоряжением администрации городского округа город Шахунья Нижегородской области от 2.10.2025 №463-р «Об утверждении Положения о секторе муниципального контроля администрации городского округа город Шахунья Нижегородской области», Законом Нижегородской области от 31 октября 2024 года №151-З «О наделении муниципального образования городской округ город Шахунья Нижегородской области статусом муниципального округа и о внесении изменений в статью закона Нижегородской области «О преобразовании муниципальных образований Шахунского муниципального района Нижегородской области», администрация городского округа город Шахунья Нижегородской области постановляет: 1. Утвердить прилагаемую программу профилактики рисков причинения вреда (ущерба) охраняемым законом ценностям при осуществлении муниципального контроля в сфере благоустройства на территории муниципального округа город Шахунья Нижегородской области на 2026 год. 2. Управлению организационной работы Департамента экономического развития администрации муниципального округа город Шахунья обеспечить размещение настоящего постановления в газете «Знамя труда», сетевом издании газеты «Знамя труда» и на официальном сайте администрации муниципального округа город Шахунья Нижегородской области. 3. Настоящее постановление вступает в силу с 1 января 2026 года. 4. Контроль за исполнением настоящего постановления возложить на начальника Сектора муниципального контроля администрации муниципального округа город Шахунья Нижегородской области. Врип главы местного самоуправления муниципального округа город Шахунья А.Д. СЕРОВ: [78, 1371, 558, 2154]
- signature-name: Нижегородской области Л.В. СТРЕЛКОВ: [1060, 1843, 1244, 1854]
- signature-name: А.И. ПУГАЧЕВ: [108, 1131, 171, 1142]
